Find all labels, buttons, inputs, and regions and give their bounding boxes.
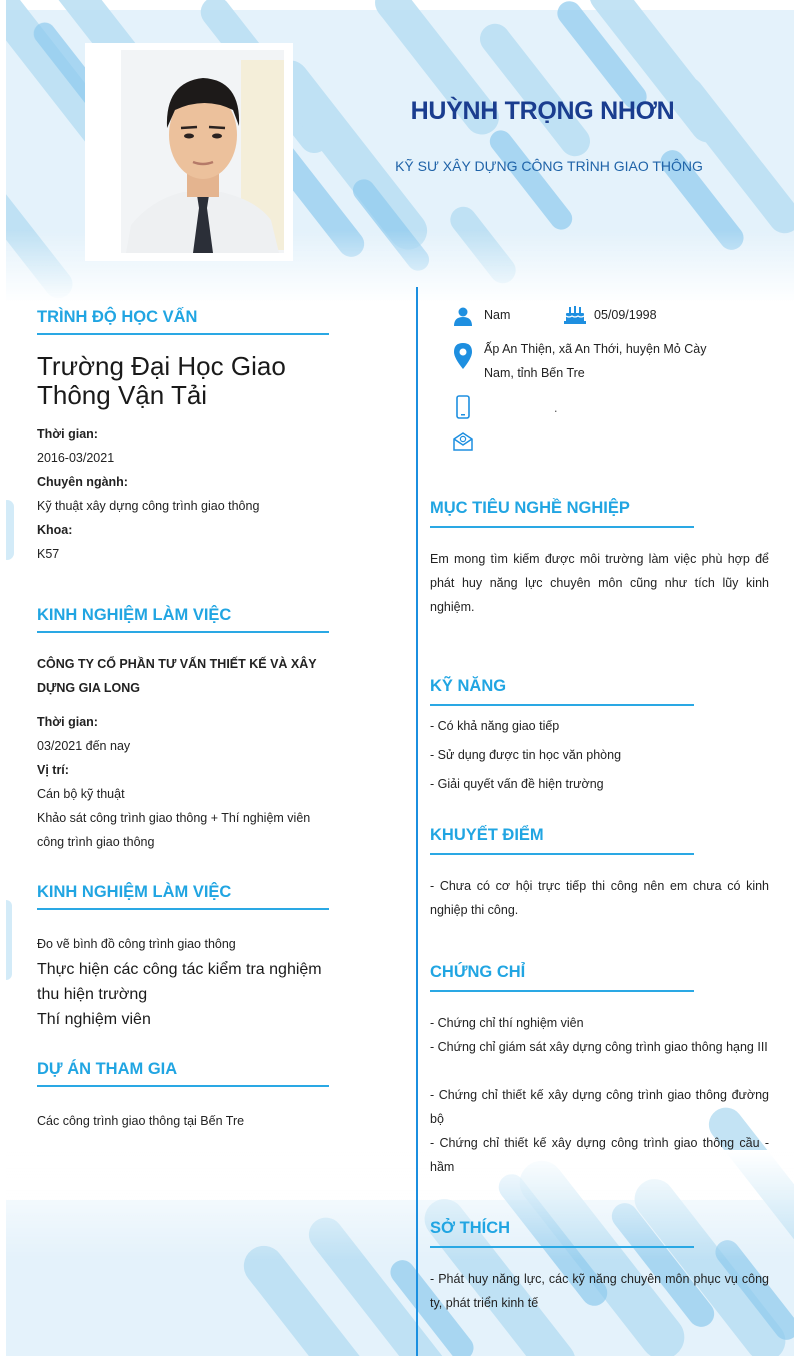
school-name-line2: Thông Vận Tải: [37, 380, 208, 410]
experience2-line2: Thực hiện các công tác kiểm tra nghiệm: [37, 961, 322, 978]
certificates-title: CHỨNG CHỈ: [430, 963, 526, 981]
birthday-value: 05/09/1998: [594, 308, 657, 322]
skill-item: - Có khả năng giao tiếp: [430, 719, 560, 733]
projects-title: DỰ ÁN THAM GIA: [37, 1060, 178, 1078]
certificate-item: - Chứng chỉ thiết kế xây dựng công trình giao thông cầu - hầm: [430, 1136, 769, 1174]
profile-photo: [121, 50, 284, 253]
weakness-text: - Chưa có cơ hội trực tiếp thi công nên em chưa có kinh nghiệp thi công.: [430, 879, 769, 917]
candidate-name: HUỲNH TRỌNG NHƠN: [410, 97, 675, 125]
hobbies-text: - Phát huy năng lực, các kỹ năng chuyên môn phục vụ công ty, phát triển kinh tế: [430, 1272, 769, 1310]
skill-item: - Giải quyết vấn đề hiện trường: [430, 777, 604, 791]
gender-value: Nam: [484, 308, 511, 322]
phone-icon: [456, 395, 470, 419]
experience1-desc-line1: Khảo sát công trình giao thông + Thí nghiệm viên: [37, 811, 311, 825]
projects-text: Các công trình giao thông tại Bến Tre: [37, 1114, 245, 1128]
education-major-label: Chuyên ngành:: [37, 475, 128, 489]
projects-underline: [37, 1085, 329, 1087]
experience1-title: KINH NGHIỆM LÀM VIỆC: [37, 606, 232, 624]
hobbies-underline: [430, 1246, 694, 1248]
education-underline: [37, 333, 329, 335]
location-pin-icon: [454, 343, 472, 369]
hobbies-title: SỞ THÍCH: [430, 1219, 511, 1237]
experience2-line3: thu hiện trường: [37, 986, 148, 1003]
weakness-underline: [430, 853, 694, 855]
address-line2: Nam, tỉnh Bến Tre: [484, 366, 585, 380]
experience1-time-value: 03/2021 đến nay: [37, 739, 131, 753]
email-icon: [453, 431, 473, 451]
skills-title: KỸ NĂNG: [430, 677, 507, 695]
experience1-time-label: Thời gian:: [37, 715, 98, 729]
experience2-underline: [37, 908, 329, 910]
certificates-underline: [430, 990, 694, 992]
company-name-line2: DỰNG GIA LONG: [37, 681, 140, 695]
experience2-title: KINH NGHIỆM LÀM VIỆC: [37, 883, 232, 901]
phone-value: .: [554, 401, 558, 415]
education-time-label: Thời gian:: [37, 427, 98, 441]
candidate-role: KỸ SƯ XÂY DỰNG CÔNG TRÌNH GIAO THÔNG: [395, 158, 703, 174]
experience1-position-value: Cán bộ kỹ thuật: [37, 787, 125, 801]
skills-underline: [430, 704, 694, 706]
education-major-value: Kỹ thuật xây dựng công trình giao thông: [37, 499, 260, 513]
experience1-underline: [37, 631, 329, 633]
certificate-item: - Chứng chỉ thí nghiệm viên: [430, 1016, 584, 1030]
education-course-label: Khoa:: [37, 523, 73, 537]
birthday-cake-icon: [564, 304, 586, 324]
experience1-position-label: Vị trí:: [37, 763, 69, 777]
address-line1: Ấp An Thiện, xã An Thới, huyện Mỏ Cày: [484, 342, 707, 356]
experience2-line1: Đo vẽ bình đồ công trình giao thông: [37, 937, 236, 951]
column-divider: [416, 287, 418, 1356]
user-icon: [453, 306, 473, 326]
education-title: TRÌNH ĐỘ HỌC VẤN: [37, 308, 198, 326]
certificate-item: - Chứng chỉ giám sát xây dựng công trình giao thông hạng III: [430, 1040, 768, 1054]
certificate-item: - Chứng chỉ thiết kế xây dựng công trình giao thông đường bộ: [430, 1088, 769, 1126]
education-course-value: K57: [37, 547, 60, 561]
weakness-title: KHUYẾT ĐIỂM: [430, 826, 544, 844]
skill-item: - Sử dụng được tin học văn phòng: [430, 748, 622, 762]
experience1-desc-line2: công trình giao thông: [37, 835, 155, 849]
experience2-line4: Thí nghiệm viên: [37, 1011, 151, 1028]
education-time-value: 2016-03/2021: [37, 451, 115, 465]
objective-underline: [430, 526, 694, 528]
objective-title: MỤC TIÊU NGHỀ NGHIỆP: [430, 499, 630, 517]
objective-text: Em mong tìm kiếm được môi trường làm việc phù hợp để phát huy năng lực chuyên môn cũng như tích lũy kinh nghiệm.: [430, 552, 769, 614]
school-name-line1: Trường Đại Học Giao: [37, 351, 286, 381]
company-name-line1: CÔNG TY CỔ PHẦN TƯ VẤN THIẾT KẾ VÀ XÂY: [37, 657, 317, 671]
